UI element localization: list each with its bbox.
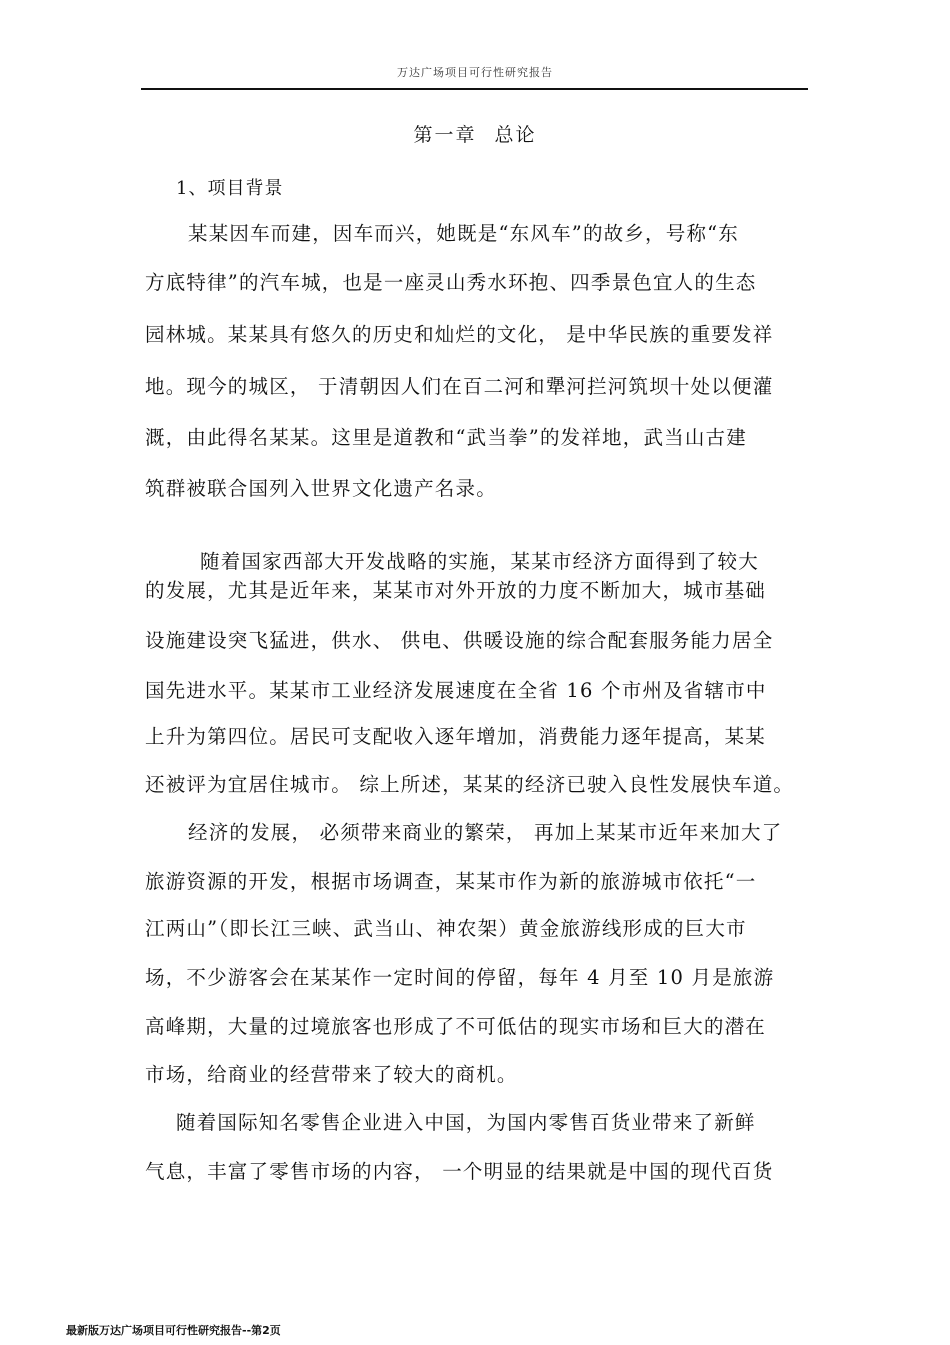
body-line: 市场，给商业的经营带来了较大的商机。 bbox=[145, 1063, 518, 1086]
body-line: 高峰期，大量的过境旅客也形成了不可低估的现实市场和巨大的潜在 bbox=[145, 1015, 767, 1038]
body-line: 还被评为宜居住城市。 综上所述，某某的经济已驶入良性发展快车道。 bbox=[145, 773, 795, 796]
body-line: 溉，由此得名某某。这里是道教和“武当拳”的发祥地，武当山古建 bbox=[145, 426, 747, 449]
body-line: 方底特律”的汽车城，也是一座灵山秀水环抱、四季景色宜人的生态 bbox=[145, 271, 757, 294]
body-line: 国先进水平。某某市工业经济发展速度在全省 16 个市州及省辖市中 bbox=[145, 679, 767, 702]
body-line: 某某因车而建，因车而兴，她既是“东风车”的故乡，号称“东 bbox=[188, 222, 740, 245]
footer-page-note: 最新版万达广场项目可行性研究报告--第2页 bbox=[66, 1324, 281, 1337]
body-line: 随着国际知名零售企业进入中国，为国内零售百货业带来了新鲜 bbox=[176, 1111, 756, 1134]
body-line: 随着国家西部大开发战略的实施，某某市经济方面得到了较大 bbox=[200, 550, 759, 573]
body-line: 地。现今的城区， 于清朝因人们在百二河和犟河拦河筑坝十处以便灌 bbox=[145, 375, 774, 398]
body-line: 旅游资源的开发，根据市场调查，某某市作为新的旅游城市依托“一 bbox=[145, 870, 757, 893]
section-heading: 1、项目背景 bbox=[176, 178, 284, 199]
body-line: 筑群被联合国列入世界文化遗产名录。 bbox=[145, 477, 497, 500]
body-line: 气息，丰富了零售市场的内容， 一个明显的结果就是中国的现代百货 bbox=[145, 1160, 774, 1183]
body-line: 经济的发展， 必须带来商业的繁荣， 再加上某某市近年来加大了 bbox=[188, 821, 783, 844]
chapter-number: 第一章 bbox=[413, 124, 477, 146]
chapter-name: 总论 bbox=[494, 124, 537, 146]
body-line: 设施建设突飞猛进，供水、 供电、供暖设施的综合配套服务能力居全 bbox=[145, 629, 774, 652]
chapter-title bbox=[0, 120, 950, 147]
header-divider bbox=[141, 88, 808, 90]
body-line: 园林城。某某具有悠久的历史和灿烂的文化， 是中华民族的重要发祥 bbox=[145, 323, 774, 346]
body-line: 的发展，尤其是近年来，某某市对外开放的力度不断加大，城市基础 bbox=[145, 579, 767, 602]
body-line: 上升为第四位。居民可支配收入逐年增加，消费能力逐年提高，某某 bbox=[145, 725, 767, 748]
running-header: 万达广场项目可行性研究报告 bbox=[397, 66, 553, 79]
body-line: 江两山”（即长江三峡、武当山、神农架）黄金旅游线形成的巨大市 bbox=[145, 917, 747, 940]
body-line: 场，不少游客会在某某作一定时间的停留，每年 4 月至 10 月是旅游 bbox=[145, 966, 775, 989]
